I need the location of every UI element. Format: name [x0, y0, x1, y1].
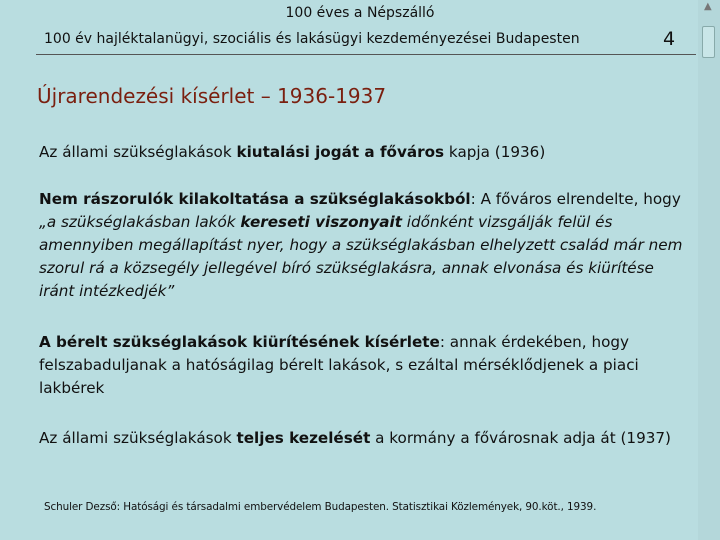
paragraph-rented-housing: [39, 331, 689, 400]
paragraph-full-management: [39, 427, 689, 450]
header-divider: [36, 54, 696, 55]
paragraph-eviction: [39, 188, 689, 303]
p2-quote-c: időnként vizsgálják felül és amennyiben megállapítást nyer, hogy a szükséglakásban elhelyzett család már nem szorul rá a közsegély jellegével bíró szükséglakásra, annak elvonása és kiürítése iránt intézkedjék”: [39, 213, 683, 300]
p2-quote-bold: kereseti viszonyait: [240, 213, 402, 231]
p4-text-c: a kormány a fővárosnak adja át (1937): [370, 429, 671, 447]
p2-text-a: : A főváros elrendelte, hogy: [470, 190, 681, 208]
scroll-thumb[interactable]: [702, 26, 715, 58]
page-number: 4: [663, 28, 676, 50]
p1-text-a: Az állami szükséglakások: [39, 143, 237, 161]
scroll-up-arrow-icon[interactable]: ▲: [704, 1, 712, 12]
p2-quote-a: „a szükséglakásban lakók: [39, 213, 241, 231]
p3-text-a: : annak érdekében, hogy felszabaduljanak a hatóságilag bérelt lakások, s ezáltal mérséklődjenek a piaci lakbérek: [39, 333, 639, 397]
slide-title: Újrarendezési kísérlet – 1936-1937: [37, 84, 387, 108]
header-subtitle: 100 év hajléktalanügyi, szociális és lakásügyi kezdeményezései Budapesten: [44, 31, 580, 47]
footnote-citation: Schuler Dezső: Hatósági és társadalmi embervédelem Budapesten. Statisztikai Közlemények, 90.köt., 1939.: [44, 501, 597, 513]
p1-text-bold: kiutalási jogát a főváros: [236, 143, 445, 161]
p1-text-c: kapja (1936): [444, 143, 546, 161]
paragraph-allocation-right: [39, 141, 689, 164]
p4-text-a: Az állami szükséglakások: [39, 429, 237, 447]
p4-text-bold: teljes kezelését: [236, 429, 371, 447]
header-title: 100 éves a Népszálló: [285, 5, 435, 21]
scrollbar[interactable]: [698, 0, 720, 540]
p2-lead: Nem rászorulók kilakoltatása a szükséglakásokból: [39, 190, 471, 208]
p3-lead: A bérelt szükséglakások kiürítésének kísérlete: [39, 333, 440, 351]
